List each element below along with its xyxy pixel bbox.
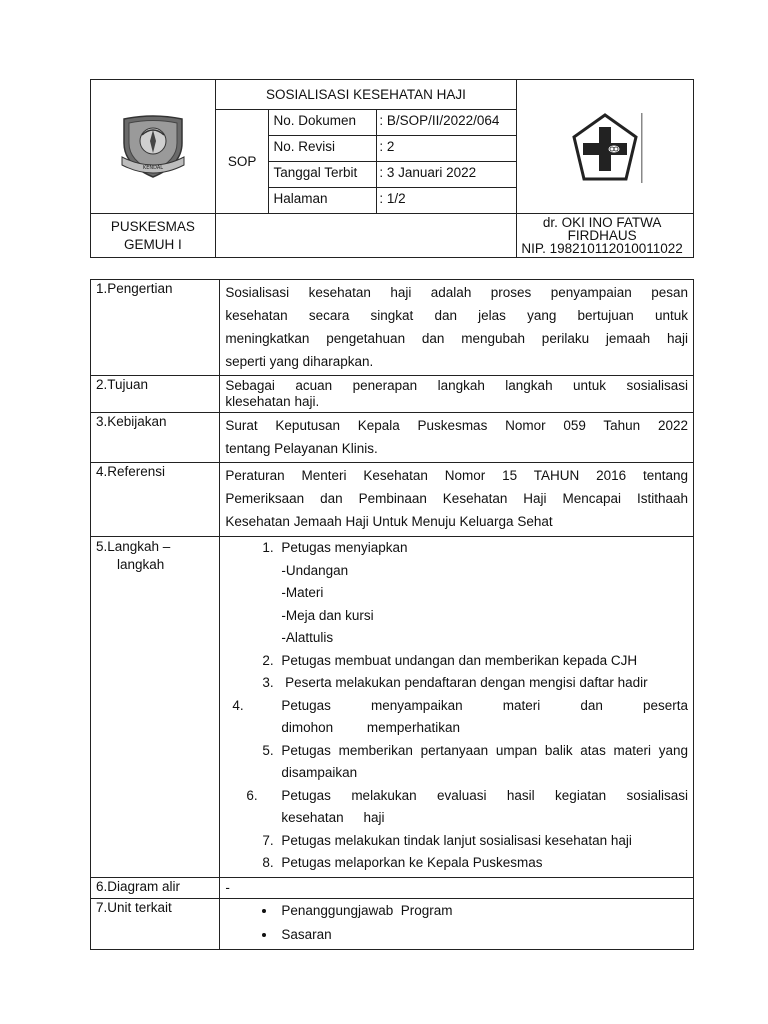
signer-name-line-2: FIRDHAUS [567,228,637,243]
organization-line-2: GEMUH I [123,236,182,252]
sub-item: -Meja dan kursi [281,607,374,623]
step-item: 7. Petugas melakukan tindak lanjut sosialisasi kesehatan haji [277,830,688,853]
section-label: 1.Pengertian [91,280,220,376]
organization-line-1: PUSKESMAS [110,218,195,234]
kendal-regency-seal-icon [118,113,188,181]
section-content [220,376,694,413]
meta-value: : 2 [377,136,517,162]
step-item: 2. Petugas membuat undangan dan memberikan kepada CJH [277,650,688,673]
section-content [220,537,694,878]
steps-list [225,537,688,875]
section-label: 6.Diagram alir [91,877,220,898]
content-line: Sosialisasi kesehatan haji adalah proses penyampaian pesan [225,285,688,300]
row-diagram [91,877,694,898]
content-line: Kesehatan Jemaah Haji Untuk Menuju Keluarga Sehat [225,514,553,529]
signer-name-line-1: dr. OKI INO FATWA [542,215,662,230]
svg-text:KENDAL: KENDAL [142,165,163,171]
step-item: 3. Peserta melakukan pendaftaran dengan mengisi daftar hadir [277,672,688,695]
left-logo-cell [91,80,216,214]
section-content [220,413,694,463]
section-label: 7.Unit terkait [91,898,220,949]
unit-list [225,899,688,947]
unit-item: • Penanggungjawab Program [277,899,688,923]
signer-block [517,214,694,258]
sop-content-table [90,279,694,950]
label-line-1: 5.Langkah – [96,539,171,554]
section-label: 4.Referensi [91,463,220,537]
row-referensi [91,463,694,537]
row-langkah [91,537,694,878]
section-content [220,463,694,537]
section-label: 3.Kebijakan [91,413,220,463]
sop-label: SOP [215,110,269,214]
meta-value: : 1/2 [377,188,517,214]
content-line: meningkatkan pengetahuan dan mengubah perilaku jemaah haji [225,331,688,346]
step-item: 8. Petugas melaporkan ke Kepala Puskesmas [277,852,688,875]
document-title: SOSIALISASI KESEHATAN HAJI [215,80,517,110]
content-line: Surat Keputusan Kepala Puskesmas Nomor 059 Tahun 2022 [225,418,688,433]
row-unit [91,898,694,949]
blank-cell [215,214,517,258]
content-line: Peraturan Menteri Kesehatan Nomor 15 TAHUN 2016 tentang [225,468,688,483]
section-content [220,898,694,949]
section-content: - [220,877,694,898]
content-line: Pemeriksaan dan Pembinaan Kesehatan Haji Mencapai Istithaah [225,491,688,506]
signer-nip: NIP. 198210112010011022 [521,241,683,256]
meta-value: : 3 Januari 2022 [377,162,517,188]
meta-label: No. Revisi [269,136,377,162]
step-item: 5. Petugas memberikan pertanyaan umpan balik atas materi yang disampaikan [277,740,688,785]
content-line: Sebagai acuan penerapan langkah langkah untuk sosialisasi [225,378,688,393]
header-table [90,79,694,258]
step-text: Petugas menyiapkan [281,540,408,555]
content-line: klesehatan haji. [225,394,320,409]
section-label: 2.Tujuan [91,376,220,413]
row-kebijakan [91,413,694,463]
sub-item: -Undangan [281,562,349,578]
meta-label: Halaman [269,188,377,214]
section-label [91,537,220,878]
content-line: tentang Pelayanan Klinis. [225,441,378,456]
content-line: seperti yang diharapkan. [225,354,374,369]
puskesmas-logo-icon [566,111,644,187]
step-sub-list [281,560,688,650]
row-tujuan [91,376,694,413]
organization-name [91,214,216,258]
step-item: 6. Petugas melakukan evaluasi hasil kegiatan sosialisasi kesehatan haji [277,785,688,830]
content-line: kesehatan secara singkat dan jelas yang bertujuan untuk [225,308,688,323]
step-item [277,537,688,650]
meta-value: : B/SOP/II/2022/064 [377,110,517,136]
meta-label: Tanggal Terbit [269,162,377,188]
label-line-2: langkah [117,557,165,572]
meta-label: No. Dokumen [269,110,377,136]
section-content [220,280,694,376]
sub-item: -Alattulis [281,630,334,645]
sub-item: -Materi [281,585,324,600]
step-item: 4. Petugas menyampaikan materi dan peserta dimohon memperhatikan [277,695,688,740]
right-logo-cell [517,80,694,214]
row-pengertian [91,280,694,376]
unit-item: • Sasaran [277,923,688,947]
